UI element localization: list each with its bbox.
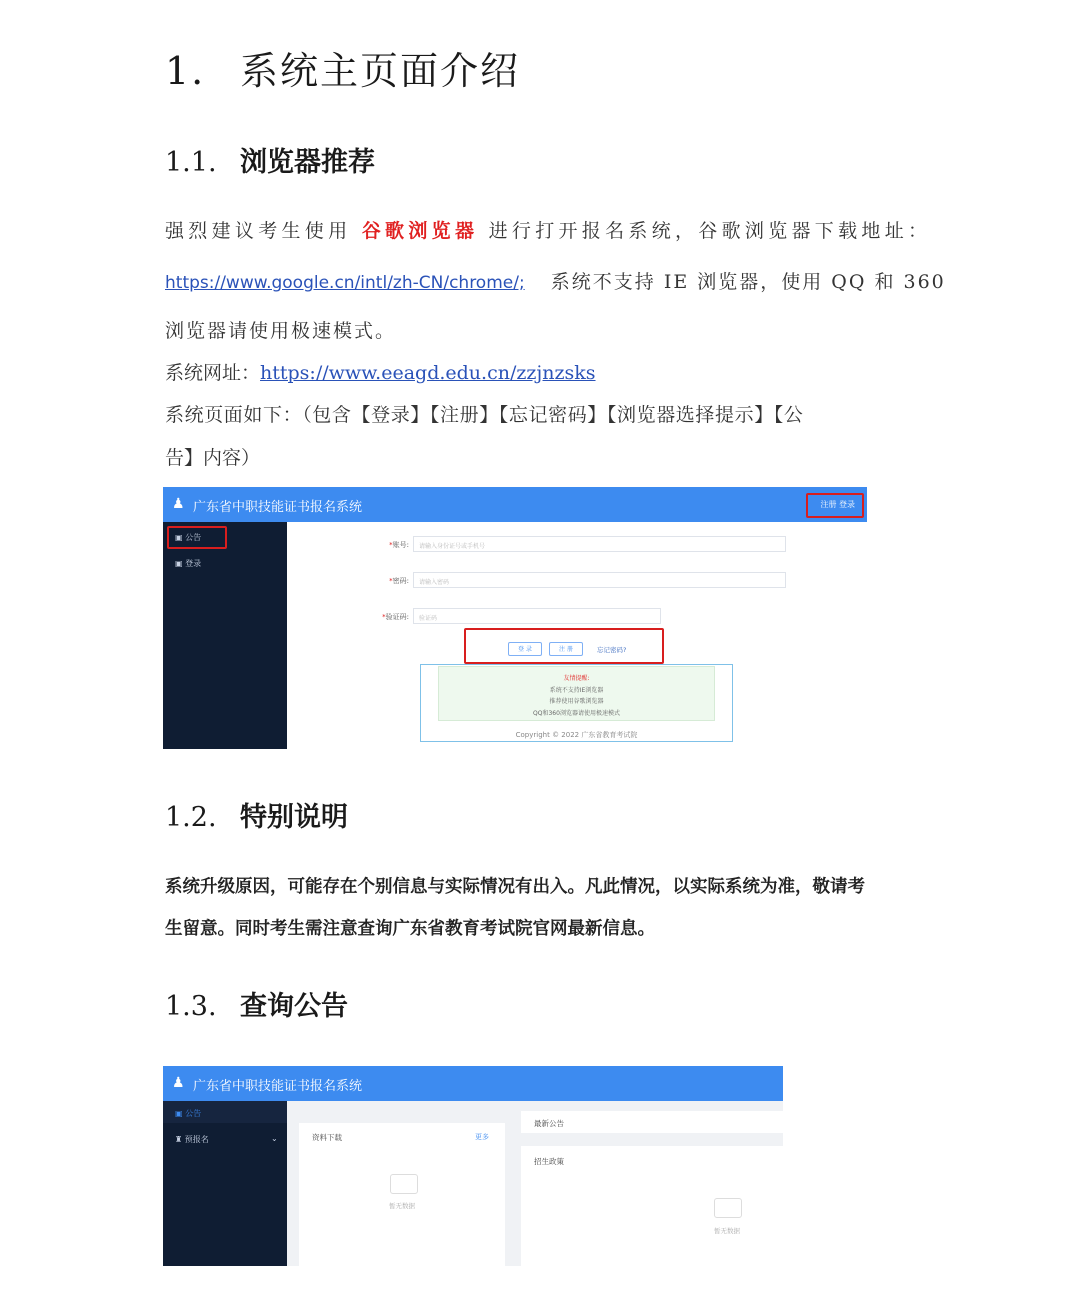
section-number: 1.3. [165, 991, 217, 1022]
register-button[interactable]: 注 册 [549, 642, 583, 656]
section-heading-notice [165, 984, 348, 1023]
tip-line: QQ和360浏览器请使用极速模式 [533, 709, 620, 717]
section-number: 1.1. [165, 147, 217, 178]
copyright-text: Copyright © 2022 广东省教育考试院 [515, 731, 638, 739]
app-header-bar [163, 487, 867, 522]
section-heading-browser [165, 140, 375, 179]
empty-box-icon [390, 1174, 418, 1194]
latest-notice-panel [521, 1111, 783, 1133]
password-label: *密码: [389, 577, 409, 585]
tips-title: 友情提醒: [563, 675, 590, 682]
highlight-box-header [806, 493, 864, 518]
chrome-download-link[interactable]: https://www.google.cn/intl/zh-CN/chrome/; [165, 273, 525, 293]
app-title: 广东省中职技能证书报名系统 [193, 1079, 363, 1094]
sidebar-item-login[interactable]: ▣ 登录 [175, 559, 202, 568]
section-title: 浏览器推荐 [240, 147, 375, 178]
highlight-text: 谷歌浏览器 [361, 220, 479, 242]
password-input[interactable]: 请输入密码 [413, 572, 786, 588]
empty-box-icon [714, 1198, 742, 1218]
app-title: 广东省中职技能证书报名系统 [193, 500, 363, 515]
section-number: 1.2. [165, 802, 217, 833]
panel-title: 最新公告 [534, 1119, 564, 1128]
policy-panel [521, 1146, 783, 1266]
site-label: 系统网址： [165, 362, 261, 384]
sidebar [163, 1101, 287, 1266]
text: 进行打开报名系统，谷歌浏览器下载地址： [488, 220, 932, 242]
section-heading-special [165, 795, 348, 834]
paragraph-browser-line2 [165, 267, 946, 294]
account-input[interactable]: 请输入身份证号或手机号 [413, 536, 786, 552]
user-logo-icon: ♟ [172, 1075, 185, 1091]
pages-description-line2: 告】内容） [165, 447, 261, 469]
empty-text: 暂无数据 [714, 1227, 740, 1235]
site-address-line [165, 358, 596, 385]
heading-text: 系统主页面介绍 [240, 49, 521, 93]
sidebar [163, 522, 287, 749]
forgot-password-link[interactable]: 忘记密码? [597, 646, 627, 654]
tips-panel [420, 664, 733, 742]
captcha-input[interactable]: 验证码 [413, 608, 661, 624]
pages-description-line1: 系统页面如下：（包含【登录】【注册】【忘记密码】【浏览器选择提示】【公 [165, 404, 804, 426]
download-panel [299, 1123, 505, 1266]
sidebar-item-notice[interactable]: ▣ 公告 [175, 1109, 202, 1118]
sidebar-label: 预报名 [184, 1135, 209, 1144]
user-logo-icon: ♟ [172, 496, 185, 512]
app-header-bar [163, 1066, 783, 1101]
captcha-label: *验证码: [382, 613, 409, 621]
highlight-box-sidebar [167, 526, 227, 549]
text: 系统不支持 IE 浏览器，使用 QQ 和 360 [550, 271, 946, 293]
page-heading [165, 40, 520, 95]
chevron-down-icon: ⌄ [271, 1134, 278, 1143]
special-note-line2: 生留意。同时考生需注意查询广东省教育考试院官网最新信息。 [165, 919, 655, 939]
login-button[interactable]: 登 录 [508, 642, 542, 656]
section-title: 查询公告 [240, 991, 348, 1022]
text: 强烈建议考生使用 [165, 220, 352, 242]
login-page-screenshot [163, 487, 867, 749]
more-link[interactable]: 更多 [475, 1133, 489, 1141]
sidebar-label: 登录 [185, 559, 202, 568]
section-title: 特别说明 [240, 802, 348, 833]
tip-line: 推荐使用谷歌浏览器 [549, 698, 604, 705]
heading-number: 1. [165, 49, 206, 93]
browser-tips [438, 666, 715, 721]
sidebar-item-prereg[interactable]: ♜ 预报名 ⌄ [175, 1134, 278, 1144]
paragraph-browser-line3: 浏览器请使用极速模式。 [165, 320, 397, 342]
paragraph-browser-line1 [165, 216, 931, 243]
special-note-line1: 系统升级原因，可能存在个别信息与实际情况有出入。凡此情况，以实际系统为准，敬请考 [165, 877, 865, 897]
account-label: *账号: [389, 541, 409, 549]
empty-text: 暂无数据 [389, 1202, 415, 1210]
panel-title: 资料下载 [312, 1133, 342, 1142]
sidebar-label: 公告 [185, 1109, 202, 1118]
site-link[interactable]: https://www.eeagd.edu.cn/zzjnzsks [260, 362, 596, 384]
sidebar-item-notice[interactable]: ▣ 公告 [175, 533, 202, 542]
register-login-links[interactable]: 注册 登录 [820, 500, 855, 509]
sidebar-label: 公告 [185, 533, 202, 542]
notice-page-screenshot [163, 1066, 783, 1266]
panel-title: 招生政策 [534, 1157, 564, 1166]
tip-line: 系统不支持IE浏览器 [549, 686, 604, 694]
